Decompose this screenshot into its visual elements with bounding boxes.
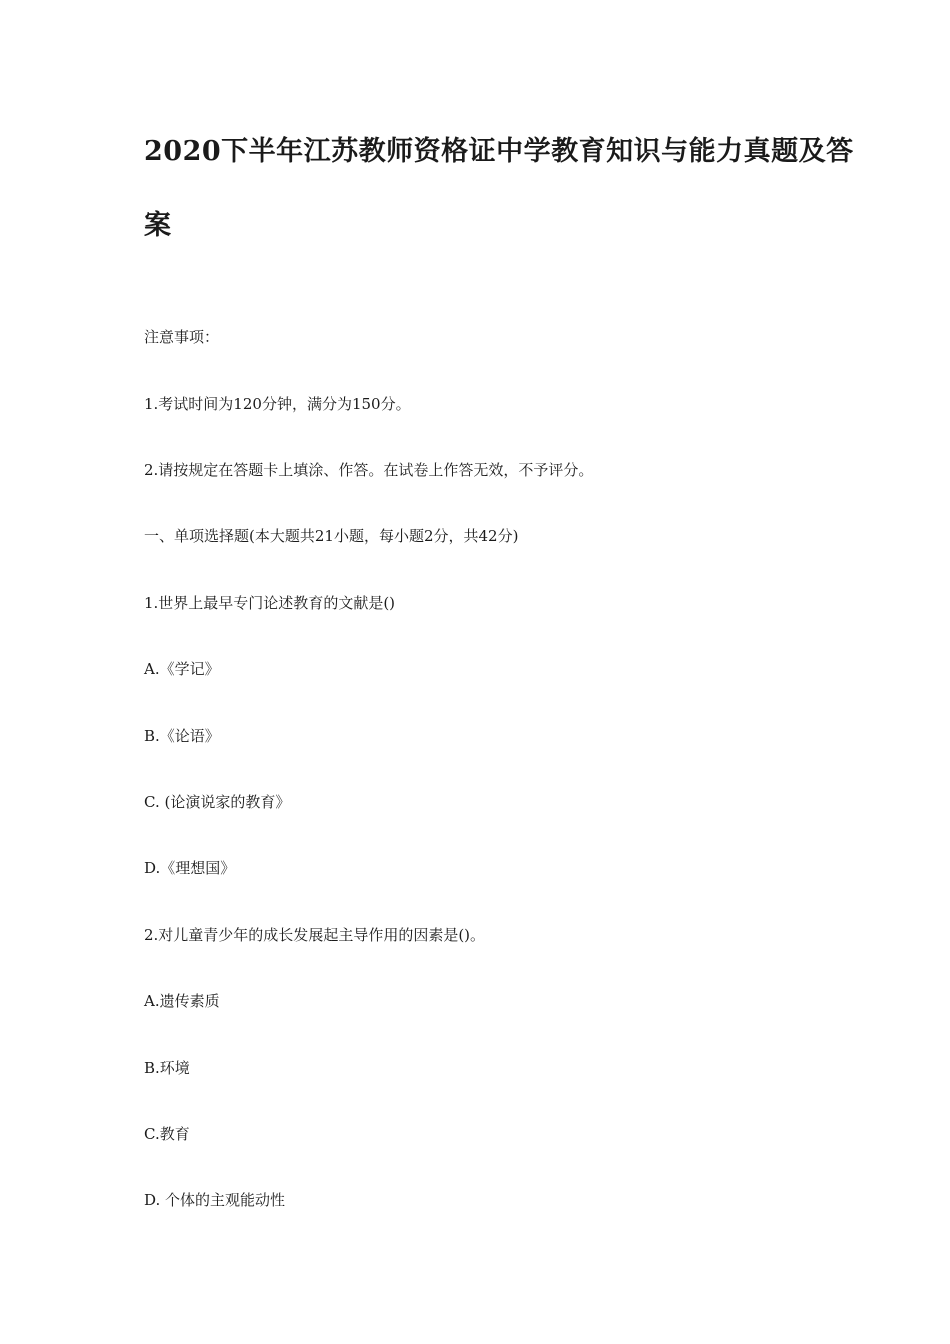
document-title-line-2: 案 (144, 210, 172, 241)
question-1-option-c: C. (论演说家的教育》 (144, 793, 291, 811)
document-title-line-1: 2020下半年江苏教师资格证中学教育知识与能力真题及答 (144, 136, 854, 167)
question-1-stem: 1.世界上最早专门论述教育的文献是() (144, 594, 396, 612)
question-2-option-d: D. 个体的主观能动性 (144, 1191, 286, 1209)
question-1-option-a: A.《学记》 (144, 660, 220, 678)
question-2-stem: 2.对儿童青少年的成长发展起主导作用的因素是()。 (144, 926, 486, 944)
question-1-option-b: B.《论语》 (144, 727, 220, 745)
section-heading: 一、单项选择题(本大题共21小题，每小题2分，共42分) (144, 527, 519, 545)
question-2-option-a: A.遗传素质 (144, 992, 220, 1010)
notice-item-1: 1.考试时间为120分钟，满分为150分。 (144, 395, 411, 413)
question-2-option-b: B.环境 (144, 1059, 190, 1077)
notice-item-2: 2.请按规定在答题卡上填涂、作答。在试卷上作答无效，不予评分。 (144, 461, 594, 479)
notice-heading: 注意事项： (144, 328, 220, 346)
question-1-option-d: D.《理想国》 (144, 859, 236, 877)
question-2-option-c: C.教育 (144, 1125, 190, 1143)
